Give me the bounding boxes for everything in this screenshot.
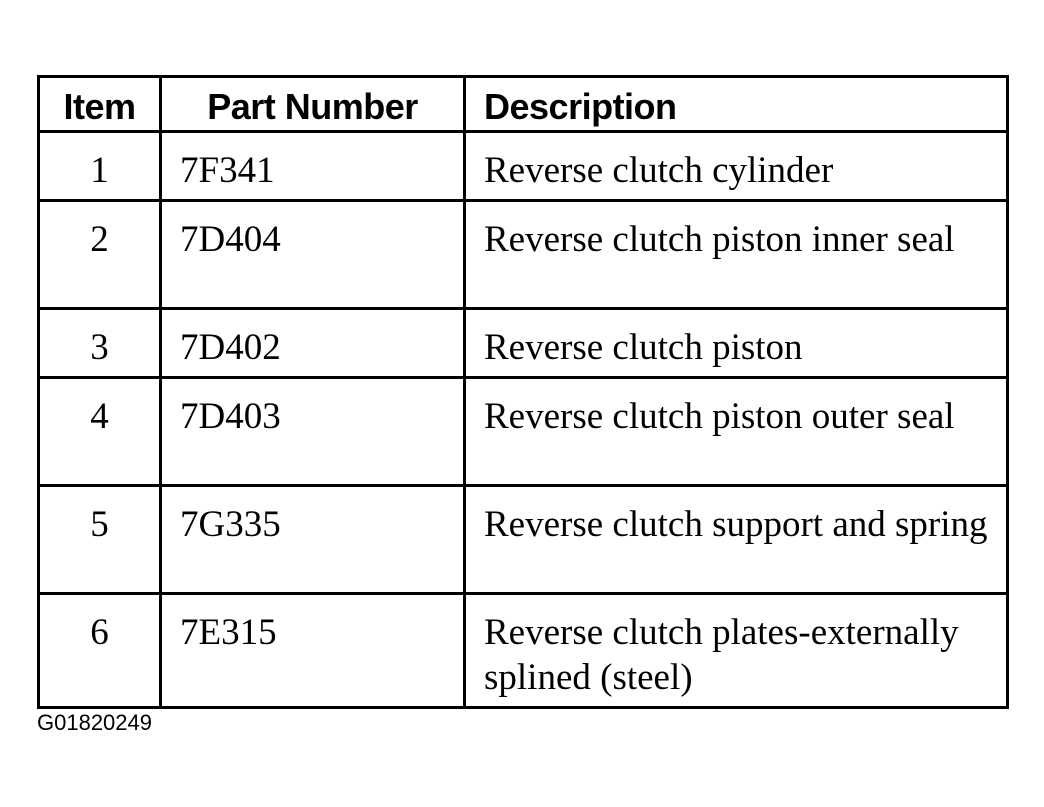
cell-item: 3 — [39, 309, 161, 378]
cell-description: Reverse clutch piston inner seal — [465, 201, 1008, 309]
cell-part-number: 7F341 — [161, 132, 465, 201]
cell-item: 2 — [39, 201, 161, 309]
cell-item: 4 — [39, 378, 161, 486]
parts-table — [37, 75, 1009, 709]
cell-part-number: 7D403 — [161, 378, 465, 486]
header-item: Item — [39, 77, 161, 132]
figure-id: G01820249 — [37, 710, 152, 735]
table-row — [39, 309, 1008, 378]
cell-part-number: 7G335 — [161, 486, 465, 594]
cell-part-number: 7D402 — [161, 309, 465, 378]
header-part-number: Part Number — [161, 77, 465, 132]
cell-description: Reverse clutch plates-externally splined (steel) — [465, 594, 1008, 708]
cell-item: 5 — [39, 486, 161, 594]
cell-item: 6 — [39, 594, 161, 708]
cell-part-number: 7E315 — [161, 594, 465, 708]
table-row — [39, 378, 1008, 486]
table-row — [39, 486, 1008, 594]
cell-part-number: 7D404 — [161, 201, 465, 309]
header-row — [39, 77, 1008, 132]
cell-description: Reverse clutch cylinder — [465, 132, 1008, 201]
cell-item: 1 — [39, 132, 161, 201]
cell-description: Reverse clutch piston outer seal — [465, 378, 1008, 486]
cell-description: Reverse clutch piston — [465, 309, 1008, 378]
table-row — [39, 132, 1008, 201]
header-description: Description — [465, 77, 1008, 132]
table-row — [39, 201, 1008, 309]
cell-description: Reverse clutch support and spring — [465, 486, 1008, 594]
table-row — [39, 594, 1008, 708]
